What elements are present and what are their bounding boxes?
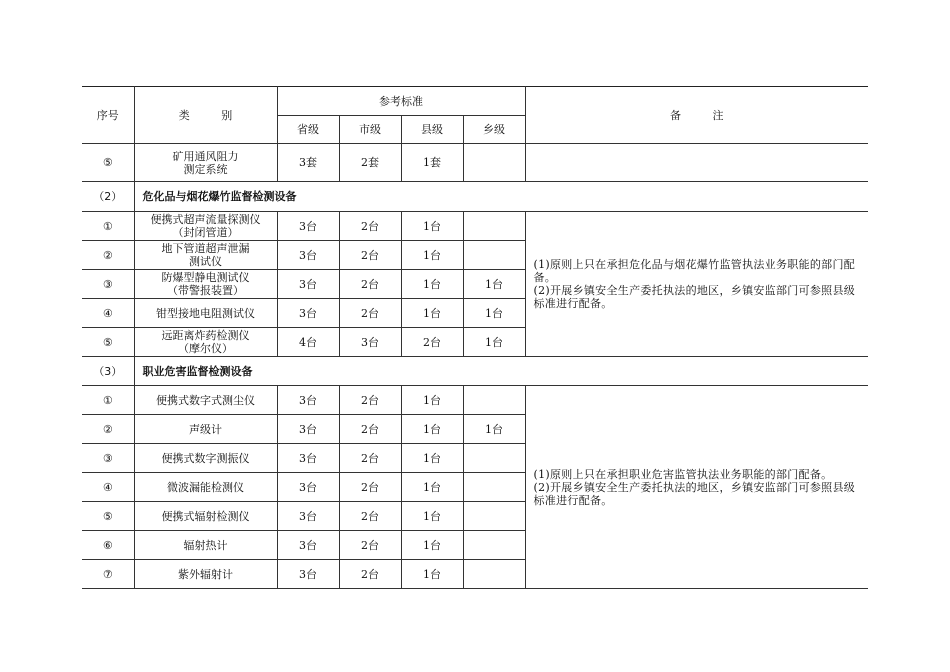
row-town bbox=[463, 386, 525, 415]
row-name bbox=[134, 212, 277, 241]
row-city: 2套 bbox=[339, 144, 401, 182]
row-county: 1台 bbox=[401, 415, 463, 444]
row-county: 1台 bbox=[401, 241, 463, 270]
row-county: 1台 bbox=[401, 212, 463, 241]
row-name-line1: 钳型接地电阻测试仪 bbox=[156, 306, 255, 320]
section2-note-2: (2)开展乡镇安全生产委托执法的地区，乡镇安监部门可参照县级标准进行配备。 bbox=[533, 284, 856, 310]
row-name-line1: 便携式超声流量探测仪 bbox=[150, 213, 261, 226]
header-row-1 bbox=[82, 87, 868, 116]
row-town bbox=[463, 560, 525, 589]
row-province: 3台 bbox=[277, 531, 339, 560]
row-num: ⑥ bbox=[82, 531, 134, 560]
row-name-line1: 地下管道超声泄漏 bbox=[161, 242, 250, 255]
row-town bbox=[463, 241, 525, 270]
row-county: 1台 bbox=[401, 299, 463, 328]
row-province: 3台 bbox=[277, 560, 339, 589]
table-row bbox=[82, 144, 868, 182]
row-name-line1: 矿用通风阻力 bbox=[172, 149, 239, 163]
row-county: 1台 bbox=[401, 444, 463, 473]
row-name: 微波漏能检测仪 bbox=[134, 473, 277, 502]
row-province: 3台 bbox=[277, 473, 339, 502]
row-name bbox=[134, 328, 277, 357]
row-town bbox=[463, 144, 525, 182]
row-town bbox=[463, 531, 525, 560]
row-town bbox=[463, 444, 525, 473]
row-city: 2台 bbox=[339, 502, 401, 531]
row-name-line2: （带警报装置） bbox=[167, 284, 244, 297]
row-city: 2台 bbox=[339, 531, 401, 560]
row-city: 2台 bbox=[339, 270, 401, 299]
row-city: 2台 bbox=[339, 299, 401, 328]
row-province: 3台 bbox=[277, 241, 339, 270]
equipment-standards-table bbox=[82, 86, 868, 589]
row-name-line2: 测试仪 bbox=[189, 255, 222, 268]
row-town bbox=[463, 212, 525, 241]
row-num: ③ bbox=[82, 270, 134, 299]
row-county: 2台 bbox=[401, 328, 463, 357]
row-province: 3台 bbox=[277, 270, 339, 299]
row-num: ⑤ bbox=[82, 502, 134, 531]
row-city: 2台 bbox=[339, 212, 401, 241]
row-town: 1台 bbox=[463, 415, 525, 444]
section3-title: 职业危害监督检测设备 bbox=[134, 357, 868, 386]
row-num: ② bbox=[82, 241, 134, 270]
row-city: 2台 bbox=[339, 444, 401, 473]
row-name: 便携式数字式测尘仪 bbox=[134, 386, 277, 415]
header-province: 省级 bbox=[277, 116, 339, 144]
section2-remarks bbox=[525, 212, 868, 357]
row-name bbox=[134, 144, 277, 182]
row-county: 1台 bbox=[401, 473, 463, 502]
row-city: 2台 bbox=[339, 386, 401, 415]
row-name-line1: 远距离炸药检测仪 bbox=[161, 329, 250, 342]
row-name: 便携式辐射检测仪 bbox=[134, 502, 277, 531]
row-town bbox=[463, 473, 525, 502]
header-seq: 序号 bbox=[82, 87, 134, 144]
row-num: ④ bbox=[82, 473, 134, 502]
section2-num: （2） bbox=[82, 182, 134, 212]
row-city: 2台 bbox=[339, 473, 401, 502]
row-town bbox=[463, 502, 525, 531]
row-province: 3台 bbox=[277, 212, 339, 241]
row-city: 3台 bbox=[339, 328, 401, 357]
row-name: 紫外辐射计 bbox=[134, 560, 277, 589]
row-name bbox=[134, 241, 277, 270]
row-name bbox=[134, 299, 277, 328]
section-header-row bbox=[82, 357, 868, 386]
row-city: 2台 bbox=[339, 415, 401, 444]
row-name bbox=[134, 270, 277, 299]
row-county: 1台 bbox=[401, 386, 463, 415]
header-county: 县级 bbox=[401, 116, 463, 144]
row-name: 便携式数字测振仪 bbox=[134, 444, 277, 473]
header-category: 类 别 bbox=[134, 87, 277, 144]
section3-remarks bbox=[525, 386, 868, 589]
row-province: 3台 bbox=[277, 502, 339, 531]
header-reference: 参考标准 bbox=[277, 87, 525, 116]
row-num: ⑤ bbox=[82, 144, 134, 182]
header-remarks: 备 注 bbox=[525, 87, 868, 144]
row-county: 1台 bbox=[401, 560, 463, 589]
row-province: 3台 bbox=[277, 444, 339, 473]
header-city: 市级 bbox=[339, 116, 401, 144]
section-header-row bbox=[82, 182, 868, 212]
row-num: ⑦ bbox=[82, 560, 134, 589]
row-county: 1台 bbox=[401, 270, 463, 299]
row-town: 1台 bbox=[463, 270, 525, 299]
row-province: 4台 bbox=[277, 328, 339, 357]
row-num: ② bbox=[82, 415, 134, 444]
row-name-line2: 测定系统 bbox=[183, 162, 228, 176]
row-province: 3台 bbox=[277, 415, 339, 444]
row-county: 1台 bbox=[401, 531, 463, 560]
row-name-line1: 防爆型静电测试仪 bbox=[161, 271, 250, 284]
row-remarks bbox=[525, 144, 868, 182]
row-name-line2: （摩尔仪） bbox=[178, 342, 233, 355]
row-town: 1台 bbox=[463, 299, 525, 328]
section2-title: 危化品与烟花爆竹监督检测设备 bbox=[134, 182, 868, 212]
row-num: ① bbox=[82, 386, 134, 415]
header-town: 乡级 bbox=[463, 116, 525, 144]
section3-num: （3） bbox=[82, 357, 134, 386]
section3-note-2: (2)开展乡镇安全生产委托执法的地区，乡镇安监部门可参照县级标准进行配备。 bbox=[533, 480, 856, 507]
row-province: 3套 bbox=[277, 144, 339, 182]
row-num: ④ bbox=[82, 299, 134, 328]
row-county: 1台 bbox=[401, 502, 463, 531]
row-city: 2台 bbox=[339, 241, 401, 270]
section3-note-1: (1)原则上只在承担职业危害监管执法业务职能的部门配备。 bbox=[533, 467, 833, 481]
row-num: ① bbox=[82, 212, 134, 241]
row-name-line2: （封闭管道） bbox=[172, 226, 239, 239]
row-num: ⑤ bbox=[82, 328, 134, 357]
row-province: 3台 bbox=[277, 299, 339, 328]
row-county: 1套 bbox=[401, 144, 463, 182]
row-town: 1台 bbox=[463, 328, 525, 357]
section2-note-1: (1)原则上只在承担危化品与烟花爆竹监管执法业务职能的部门配备。 bbox=[533, 258, 856, 284]
row-name: 声级计 bbox=[134, 415, 277, 444]
table-row bbox=[82, 386, 868, 415]
row-num: ③ bbox=[82, 444, 134, 473]
row-name: 辐射热计 bbox=[134, 531, 277, 560]
table-row bbox=[82, 212, 868, 241]
row-province: 3台 bbox=[277, 386, 339, 415]
row-city: 2台 bbox=[339, 560, 401, 589]
